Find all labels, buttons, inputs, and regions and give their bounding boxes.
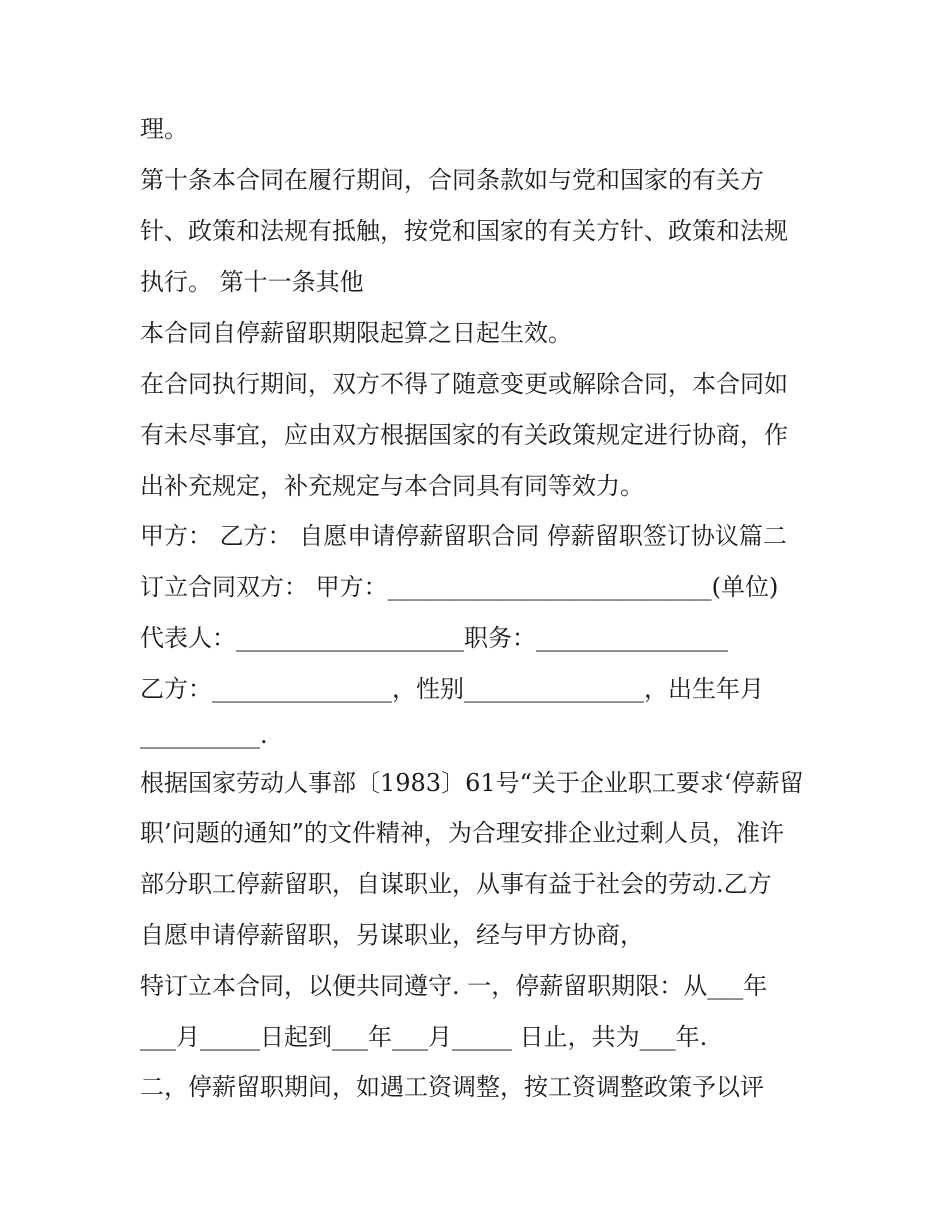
text-line: 出补充规定，补充规定与本合同具有同等效力。 [140,472,644,500]
text-line: 职’问题的通知”的文件精神，为合理安排企业过剩人员，准许 [140,819,784,847]
text-line: 有未尽事宜，应由双方根据国家的有关政策规定进行协商，作 [140,421,788,449]
text-line: __________. [140,721,268,749]
text-line: 本合同自停薪留职期限起算之日起生效。 [140,319,572,347]
text-line: 针、政策和法规有抵触，按党和国家的有关方针、政策和法规 [140,217,788,245]
text-line: 第十条本合同在履行期间，合同条款如与党和国家的有关方 [140,166,764,194]
text-line: 代表人：___________________职务：________________ [140,624,728,652]
text-line: 部分职工停薪留职，自谋职业，从事有益于社会的劳动.乙方 [140,870,772,898]
text-line: 甲方： 乙方： 自愿申请停薪留职合同 停薪留职签订协议篇二 [140,522,787,550]
text-line: 理。 [140,115,188,143]
text-line: 根据国家劳动人事部〔1983〕61号“关于企业职工要求‘停薪留 [140,769,804,797]
text-line: 订立合同双方： 甲方：___________________________(单位) [140,573,779,601]
text-line: 执行。 第十一条其他 [140,268,364,296]
text-line: 乙方：_______________，性别_______________，出生年月 [140,675,764,703]
text-line: 在合同执行期间，双方不得了随意变更或解除合同，本合同如 [140,370,788,398]
text-line: 二，停薪留职期间，如遇工资调整，按工资调整政策予以评 [140,1073,764,1101]
text-line: 自愿申请停薪留职，另谋职业，经与甲方协商， [140,921,644,949]
text-line: 特订立本合同，以便共同遵守. 一，停薪留职期限：从___年 [140,972,768,1000]
text-line: ___月_____日起到___年___月_____ 日止，共为___年. [140,1023,708,1051]
